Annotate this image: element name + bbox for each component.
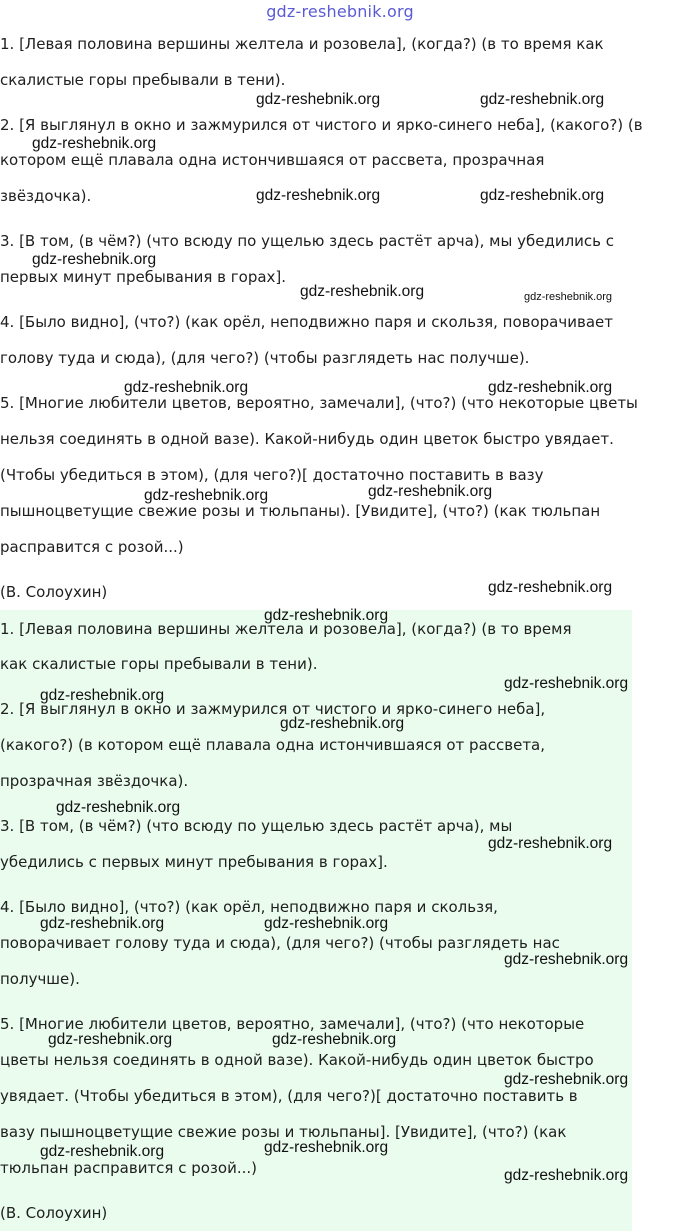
watermark-text: gdz-reshebnik.org [48, 1031, 173, 1048]
text-line: 2. [Я выглянул в окно и зажмурился от чистого и ярко-синего неба], (какого?) (в [0, 116, 643, 134]
text-line: вазу пышноцветущие свежие розы и тюльпаны]. [Увидите], (что?) (как [0, 1123, 567, 1141]
text-line: поворачивает голову туда и сюда), (для чего?) (чтобы разглядеть нас [0, 934, 560, 952]
text-line: 3. [В том, (в чём?) (что всюду по ущелью здесь растёт арча), мы [0, 817, 513, 835]
watermark-text: gdz-reshebnik.org [504, 1167, 629, 1184]
watermark-text: gdz-reshebnik.org [504, 675, 629, 692]
text-line: тюльпан расправится с розой...) [0, 1159, 257, 1177]
text-line: цветы нельзя соединять в одной вазе). Какой-нибудь один цветок быстро [0, 1051, 594, 1069]
text-line: 4. [Было видно], (что?) (как орёл, неподвижно паря и скользя, [0, 898, 498, 916]
text-line: (В. Солоухин) [0, 1204, 108, 1222]
watermark-text: gdz-reshebnik.org [256, 91, 381, 108]
text-line: 2. [Я выглянул в окно и зажмурился от чистого и ярко-синего неба], [0, 700, 546, 718]
text-line: как скалистые горы пребывали в тени). [0, 655, 318, 673]
text-line: 5. [Многие любители цветов, вероятно, замечали], (что?) (что некоторые цветы [0, 394, 638, 412]
watermark-text: gdz-reshebnik.org [488, 379, 613, 396]
watermark-text: gdz-reshebnik.org [264, 1139, 389, 1156]
text-line: расправится с розой...) [0, 538, 184, 556]
watermark-text: gdz-reshebnik.org [40, 915, 165, 932]
text-line: скалистые горы пребывали в тени). [0, 71, 286, 89]
watermark-text: gdz-reshebnik.org [264, 915, 389, 932]
watermark-text: gdz-reshebnik.org [488, 579, 613, 596]
watermark-text: gdz-reshebnik.org [480, 187, 605, 204]
watermark-text: gdz-reshebnik.org [40, 687, 165, 704]
watermark-text: gdz-reshebnik.org [280, 715, 405, 732]
text-line: 5. [Многие любители цветов, вероятно, замечали], (что?) (что некоторые [0, 1015, 585, 1033]
watermark-text: gdz-reshebnik.org [368, 483, 493, 500]
text-line: 1. [Левая половина вершины желтела и розовела], (когда?) (в то время [0, 620, 572, 638]
text-line: (Чтобы убедиться в этом), (для чего?)[ достаточно поставить в вазу [0, 466, 544, 484]
watermark-text: gdz-reshebnik.org [40, 1143, 165, 1160]
watermark-text: gdz-reshebnik.org [504, 951, 629, 968]
watermark-text: gdz-reshebnik.org [488, 835, 613, 852]
watermark-text: gdz-reshebnik.org [480, 91, 605, 108]
watermark-text: gdz-reshebnik.org [272, 1031, 397, 1048]
text-line: получше). [0, 970, 80, 988]
watermark-text: gdz-reshebnik.org [56, 799, 181, 816]
watermark-text: gdz-reshebnik.org [124, 379, 249, 396]
watermark-text: gdz-reshebnik.org [32, 251, 157, 268]
watermark-text: gdz-reshebnik.org [300, 283, 425, 300]
text-line: звёздочка). [0, 187, 92, 205]
text-line: (какого?) (в котором ещё плавала одна истончившаяся от рассвета, [0, 736, 546, 754]
watermark-text: gdz-reshebnik.org [264, 607, 389, 624]
text-line: увядает. (Чтобы убедиться в этом), (для чего?)[ достаточно поставить в [0, 1087, 578, 1105]
site-link[interactable]: gdz-reshebnik.org [266, 2, 414, 21]
text-line: голову туда и сюда), (для чего?) (чтобы разглядеть нас получше). [0, 349, 530, 367]
watermark-text: gdz-reshebnik.org [32, 135, 157, 152]
site-header [0, 0, 680, 24]
text-line: 4. [Было видно], (что?) (как орёл, неподвижно паря и скользя, поворачивает [0, 313, 613, 331]
text-line: (В. Солоухин) [0, 583, 108, 601]
text-line: нельзя соединять в одной вазе). Какой-нибудь один цветок быстро увядает. [0, 430, 614, 448]
text-line: котором ещё плавала одна истончившаяся от рассвета, прозрачная [0, 151, 545, 169]
text-line: прозрачная звёздочка). [0, 772, 189, 790]
watermark-text: gdz-reshebnik.org [504, 1071, 629, 1088]
watermark-text: gdz-reshebnik.org [144, 487, 269, 504]
text-line: 3. [В том, (в чём?) (что всюду по ущелью здесь растёт арча), мы убедились с [0, 232, 615, 250]
text-line: убедились с первых минут пребывания в горах]. [0, 853, 388, 871]
text-line: пышноцветущие свежие розы и тюльпаны). [Увидите], (что?) (как тюльпан [0, 502, 601, 520]
watermark-text: gdz-reshebnik.org [524, 291, 613, 303]
watermark-text: gdz-reshebnik.org [256, 187, 381, 204]
text-line: 1. [Левая половина вершины желтела и розовела], (когда?) (в то время как [0, 35, 604, 53]
text-line: первых минут пребывания в горах]. [0, 268, 287, 286]
